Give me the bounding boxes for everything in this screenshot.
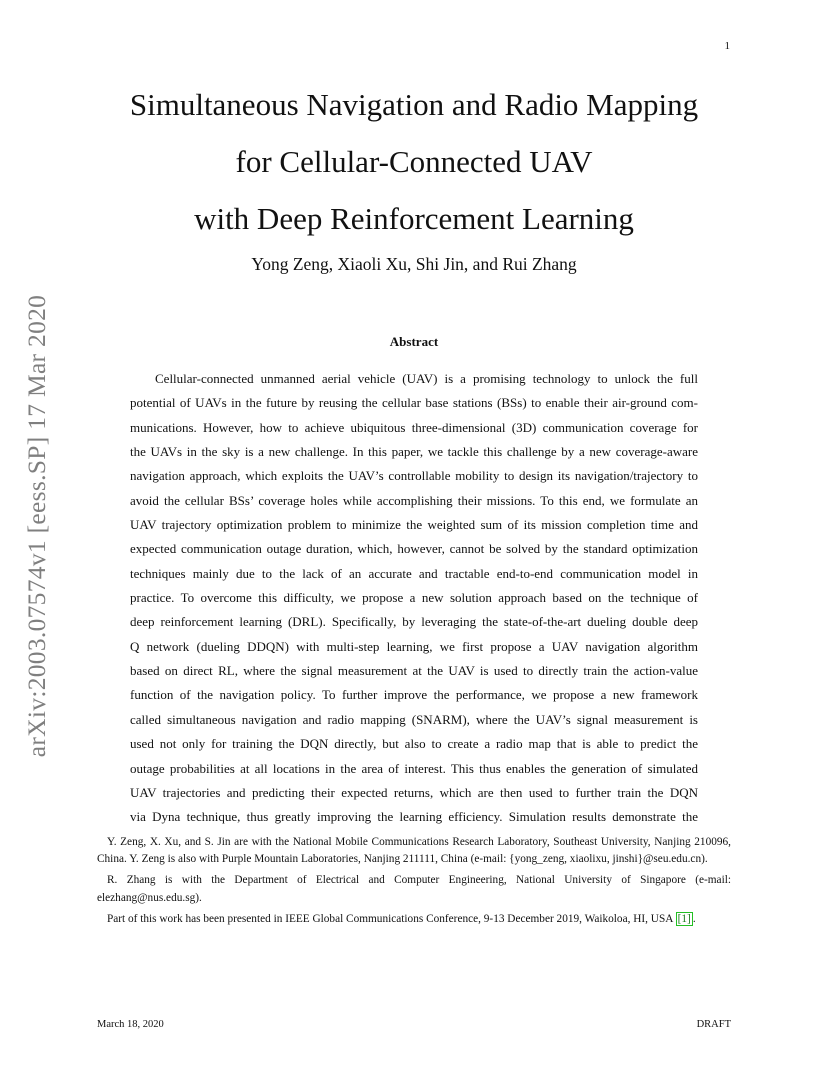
- abstract-body: [130, 367, 698, 830]
- abstract-line: [130, 416, 698, 440]
- abstract-line: [130, 708, 698, 732]
- abstract-line: [130, 464, 698, 488]
- abstract-text: expected communication outage duration, which, however, cannot be solved by the standard optimization: [130, 541, 698, 557]
- abstract-emphasis: navigation: [130, 468, 185, 484]
- abstract-text: based on direct RL, where the signal measurement at the UAV is used to directly train the: [130, 663, 634, 679]
- abstract-line: [130, 683, 698, 707]
- abstract-text: practice. To overcome this difficulty, we propose a new solution approach based on the technique of: [130, 590, 698, 606]
- abstract-line: [130, 562, 698, 586]
- abstract-text: of the navigation policy. To further improve the performance, we propose a new framework: [173, 687, 698, 703]
- footnotes: [97, 834, 731, 932]
- abstract-text: via: [130, 809, 153, 825]
- footnote-conference-text: Part of this work has been presented in IEEE Global Communications Conference, 9-13 December 2019, Waikoloa, HI, USA: [107, 912, 673, 925]
- paper-title: [80, 76, 748, 247]
- abstract-text: used not only for training the DQN directly, but also to create a radio map that is able to predict the: [130, 736, 698, 752]
- abstract-emphasis: action-value: [633, 663, 698, 679]
- footnote-affiliation-1: Y. Zeng, X. Xu, and S. Jin are with the National Mobile Communications Research Laboratory, Southeast University, Nanjing 210096, China. Y. Zeng is also with Purple Mountain Laboratories, Nanjing 211111, China (e-mail: {yong_zeng, xiaolixu, jinshi}@seu.edu.cn).: [97, 836, 731, 866]
- abstract-line: [130, 732, 698, 756]
- citation-link[interactable]: [1]: [677, 912, 691, 925]
- abstract-text: approach, which exploits the UAV’s controllable mobility to design its navigation/trajectory to: [184, 468, 698, 484]
- footer-date: March 18, 2020: [97, 1019, 164, 1030]
- abstract-text: UAV trajectories and predicting their expected returns, which are then used to further train the DQN: [130, 784, 698, 800]
- abstract-emphasis: function: [130, 687, 174, 703]
- abstract-line: [130, 757, 698, 781]
- footnote-conference-end: .: [692, 912, 696, 925]
- footnote-affiliation-2: R. Zhang is with the Department of Electrical and Computer Engineering, National University of Singapore (e-mail: elezhang@nus.edu.sg).: [97, 874, 731, 904]
- abstract-heading: Abstract: [389, 334, 439, 349]
- abstract-text: potential of UAVs in the future by reusing the cellular base stations (BSs) to enable their air-ground com-: [130, 395, 698, 411]
- abstract-text: UAV trajectory optimization problem to minimize the weighted sum of its mission completion time and: [130, 517, 698, 533]
- abstract-line: [130, 610, 698, 634]
- title-line: with Deep Reinforcement Learning: [194, 201, 634, 236]
- abstract-emphasis: Dyna: [152, 809, 181, 825]
- arxiv-stamp: [14, 280, 60, 772]
- abstract-line: [130, 659, 698, 683]
- abstract-line: [130, 489, 698, 513]
- abstract-emphasis: coverage-aware: [615, 444, 698, 460]
- title-line: Simultaneous Navigation and Radio Mapping: [129, 87, 699, 122]
- abstract-line: [130, 805, 698, 829]
- abstract-line: [130, 391, 698, 415]
- footnote-conference: [97, 911, 731, 928]
- abstract-text: technique, thus greatly improving the learning efficiency. Simulation results demonstrate the: [180, 809, 698, 825]
- abstract-text: avoid the cellular BSs’ coverage holes while accomplishing their missions. To this end, we formulate an: [130, 492, 698, 508]
- abstract-text: munications. However, how to achieve ubiquitous three-dimensional (3D) communication coverage for: [130, 419, 698, 435]
- abstract-text: (DRL). Specifically, by leveraging the state-of-the-art: [281, 614, 588, 630]
- abstract-emphasis: Q network (dueling DDQN) with multi-step learning: [130, 638, 430, 654]
- title-line: for Cellular-Connected UAV: [235, 144, 593, 179]
- abstract-line: [130, 586, 698, 610]
- author-list: Yong Zeng, Xiaoli Xu, Shi Jin, and Rui Zhang: [251, 254, 577, 274]
- abstract-line: [130, 513, 698, 537]
- abstract-text: called: [130, 711, 168, 727]
- abstract-emphasis: dueling double deep: [587, 614, 698, 630]
- abstract-emphasis: simultaneous navigation and radio mapping (SNARM): [167, 711, 467, 727]
- abstract-emphasis: deep reinforcement learning: [130, 614, 282, 630]
- abstract-text: Cellular-connected unmanned aerial vehicle (UAV) is a promising technology to unlock the full: [155, 371, 698, 386]
- abstract-text: outage probabilities at all locations in the area of interest. This thus enables the generation of simulated: [130, 760, 698, 776]
- page-number: 1: [724, 40, 730, 52]
- abstract-text: , we first propose a UAV navigation algorithm: [429, 638, 698, 654]
- abstract-line: [130, 635, 698, 659]
- footer-draft-label: DRAFT: [696, 1019, 731, 1030]
- abstract-line: [130, 440, 698, 464]
- abstract-text: , where the UAV’s signal measurement is: [466, 711, 698, 727]
- arxiv-identifier: arXiv:2003.07574v1 [eess.SP] 17 Mar 2020: [22, 294, 51, 758]
- abstract-line: [130, 367, 698, 391]
- abstract-text: techniques mainly due to the lack of an accurate and tractable end-to-end communication model in: [130, 565, 698, 581]
- abstract-text: the UAVs in the sky is a new challenge. In this paper, we tackle this challenge by a new: [130, 444, 616, 460]
- abstract-line: [130, 781, 698, 805]
- abstract-line: [130, 537, 698, 561]
